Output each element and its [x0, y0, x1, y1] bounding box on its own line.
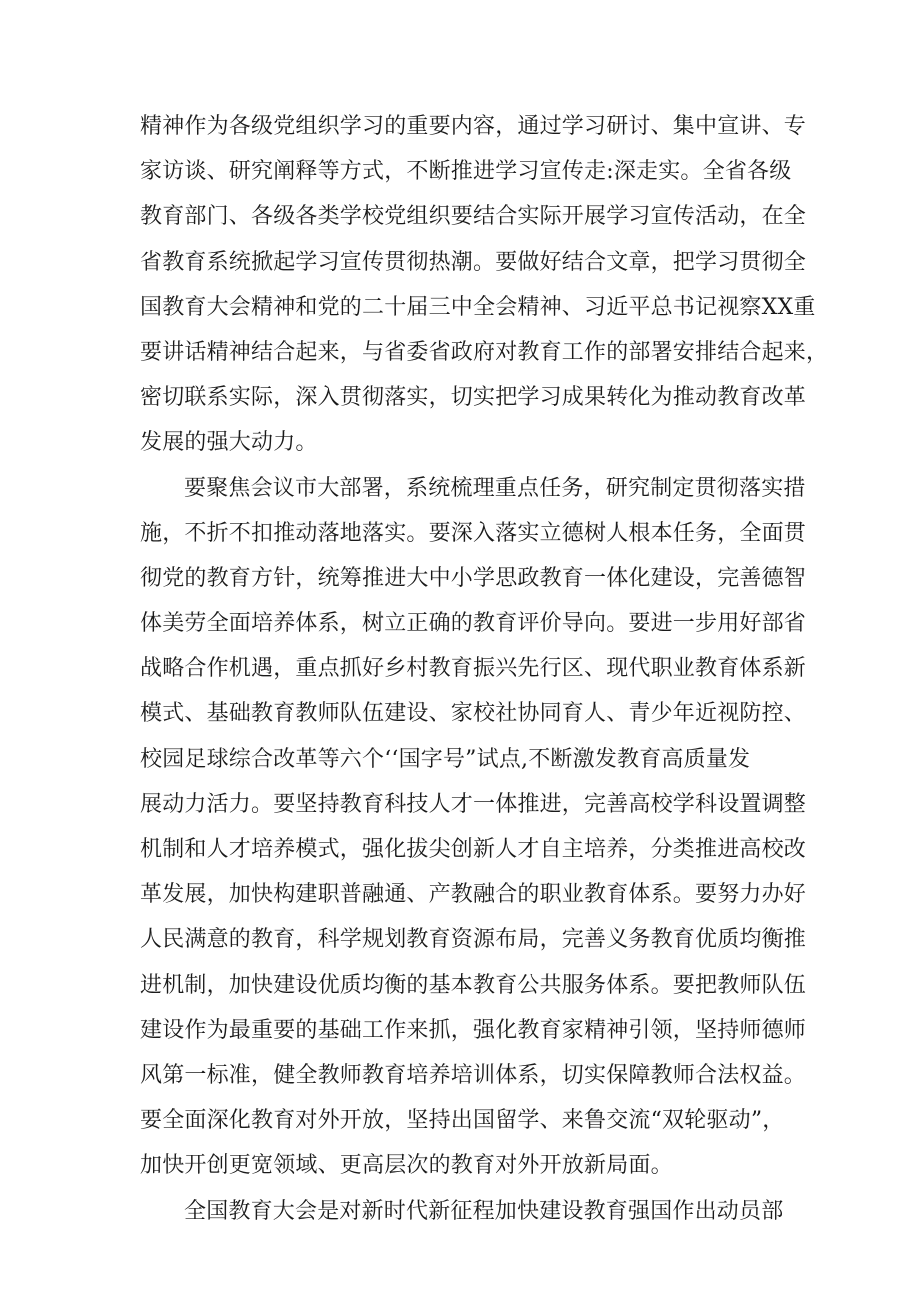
paragraph-1 — [140, 104, 829, 466]
text-line: 进机制，加快建设优质均衡的基本教育公共服务体系。要把教师队伍 — [140, 972, 807, 998]
text-line: 体美劳全面培养体系，树立正确的教育评价导向。要进一步用好部省 — [140, 611, 807, 637]
document-body — [140, 104, 829, 1234]
text-line: 机制和人才培养模式，强化拔尖创新人才自主培养，分类推进高校改 — [140, 837, 807, 862]
text-line: 要全面深化教育对外开放，坚持出国留学、来鲁交流“双轮驱动”， — [140, 1108, 785, 1134]
paragraph-2 — [140, 466, 807, 1189]
text-line: 密切联系实际，深入贯彻落实，切实把学习成果转化为推动教育改革 — [140, 385, 807, 411]
text-line: 精神作为各级党组织学习的重要内容，通过学习研讨、集中宣讲、专 — [140, 114, 807, 139]
paragraph-3 — [140, 1189, 790, 1234]
text-line: 家访谈、研究阐释等方式，不断推进学习宣传走:深走实。全省各级 — [140, 159, 792, 185]
text-line: 要聚焦会议市大部署，系统梳理重点任务，研究制定贯彻落实措 — [184, 475, 806, 501]
text-line: 革发展，加快构建职普融通、产教融合的职业教育体系。要努力办好 — [140, 882, 807, 908]
text-line: 省教育系统掀起学习宣传贯彻热潮。要做好结合文章，把学习贯彻全 — [140, 249, 807, 275]
text-line: 彻党的教育方针，统筹推进大中小学思政教育一体化建设，完善德智 — [140, 565, 807, 591]
text-line: 全国教育大会是对新时代新征程加快建设教育强国作出动员部 — [184, 1198, 784, 1224]
text-line: 人民满意的教育，科学规划教育资源布局，完善义务教育优质均衡推 — [140, 927, 807, 953]
text-line: 风第一标准，健全教师教育培养培训体系，切实保障教师合法权益。 — [140, 1062, 807, 1088]
text-line: 加快开创更宽领域、更高层次的教育对外开放新局面。 — [140, 1153, 673, 1179]
text-line: 教育部门、各级各类学校党组织要结合实际开展学习宣传活动，在全 — [140, 204, 807, 230]
text-line: 国教育大会精神和党的二十届三中全会精神、习近平总书记视察XX重 — [140, 294, 816, 320]
text-line: 模式、基础教育教师队伍建设、家校社协同育人、青少年近视防控、 — [140, 701, 807, 727]
text-line: 发展的强大动力。 — [140, 430, 318, 456]
text-line: 要讲话精神结合起来，与省委省政府对教育工作的部署安排结合起来， — [140, 339, 829, 365]
text-line: 战略合作机遇，重点抓好乡村教育振兴先行区、现代职业教育体系新 — [140, 656, 807, 682]
text-line: 施，不折不扣推动落地落实。要深入落实立德树人根本任务，全面贯 — [140, 520, 807, 546]
text-line: 展动力活力。要坚持教育科技人才一体推进，完善高校学科设置调整 — [140, 791, 807, 817]
text-line: 建设作为最重要的基础工作来抓，强化教育家精神引领，坚持师德师 — [140, 1017, 807, 1043]
text-line: 校园足球综合改革等六个‘‘国字号”试点,不断激发教育高质量发 — [140, 746, 751, 772]
